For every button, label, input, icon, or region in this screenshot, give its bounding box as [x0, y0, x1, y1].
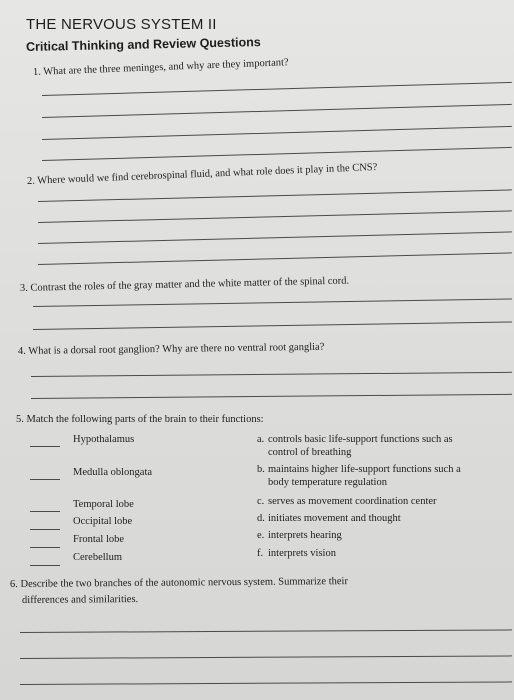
function-letter: e. — [257, 530, 265, 541]
function-letter: b. — [257, 464, 265, 475]
question-6-continued: differences and similarities. — [21, 593, 139, 606]
answer-line[interactable] — [20, 681, 512, 685]
match-blank[interactable] — [30, 565, 60, 566]
function-text: serves as movement coordination center — [268, 496, 437, 507]
function-text: maintains higher life-support functions such a — [268, 464, 461, 475]
question-5: 5. Match the following parts of the brain to their functions: — [16, 414, 264, 425]
question-6: 6. Describe the two branches of the autonomic nervous system. Summarize their — [9, 576, 348, 590]
term-hypothalamus: Hypothalamus — [73, 434, 135, 445]
match-blank[interactable] — [30, 529, 60, 530]
function-text: interprets vision — [268, 548, 336, 559]
match-blank[interactable] — [30, 479, 60, 480]
match-blank[interactable] — [30, 547, 60, 548]
answer-line[interactable] — [38, 252, 512, 265]
answer-line[interactable] — [38, 231, 512, 244]
answer-line[interactable] — [33, 298, 512, 307]
answer-line[interactable] — [38, 189, 512, 202]
function-text: body temperature regulation — [268, 477, 387, 488]
function-text: controls basic life-support functions such as — [268, 434, 453, 445]
worksheet-title: THE NERVOUS SYSTEM II — [26, 16, 217, 33]
question-2: 2. Where would we find cerebrospinal fluid, and what role does it play in the CNS? — [26, 161, 378, 187]
answer-line[interactable] — [42, 104, 512, 118]
worksheet-subtitle: Critical Thinking and Review Questions — [25, 35, 261, 54]
question-3: 3. Contrast the roles of the gray matter and the white matter of the spinal cord. — [19, 275, 350, 294]
function-letter: f. — [257, 548, 264, 559]
function-text: interprets hearing — [268, 530, 342, 541]
match-blank[interactable] — [30, 511, 60, 512]
answer-line[interactable] — [38, 210, 512, 223]
term-occipital-lobe: Occipital lobe — [73, 516, 133, 527]
answer-line[interactable] — [31, 394, 512, 399]
function-letter: a. — [257, 434, 265, 445]
term-medulla-oblongata: Medulla oblongata — [73, 467, 153, 478]
term-cerebellum: Cerebellum — [73, 552, 122, 563]
question-1: 1. What are the three meninges, and why are they important? — [32, 57, 289, 78]
answer-line[interactable] — [42, 82, 512, 96]
function-text: initiates movement and thought — [268, 513, 401, 524]
question-4: 4. What is a dorsal root ganglion? Why are there no ventral root ganglia? — [17, 341, 325, 357]
function-letter: c. — [257, 496, 265, 507]
term-temporal-lobe: Temporal lobe — [73, 499, 134, 510]
answer-line[interactable] — [42, 147, 512, 161]
term-frontal-lobe: Frontal lobe — [73, 534, 125, 545]
match-blank[interactable] — [30, 446, 60, 447]
answer-line[interactable] — [31, 372, 512, 377]
function-letter: d. — [257, 513, 265, 524]
function-text: control of breathing — [268, 447, 352, 458]
answer-line[interactable] — [42, 126, 512, 140]
answer-line[interactable] — [33, 321, 512, 330]
answer-line[interactable] — [20, 629, 512, 633]
answer-line[interactable] — [20, 655, 512, 659]
